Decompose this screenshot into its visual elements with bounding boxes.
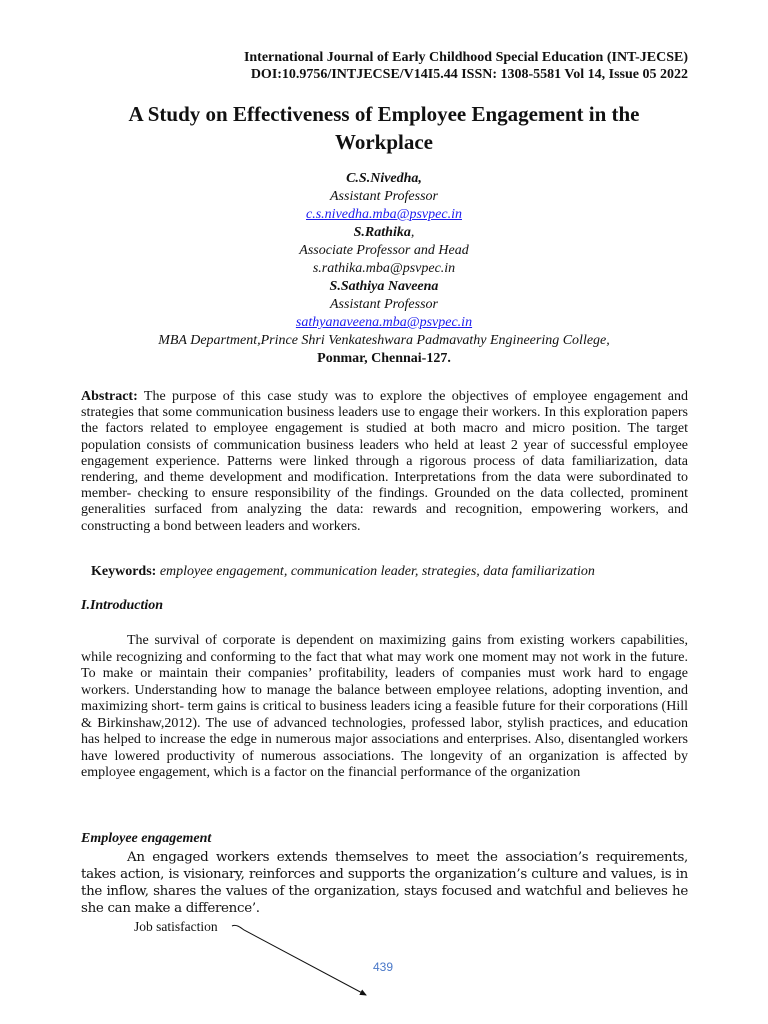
paper-title-line-1: A Study on Effectiveness of Employee Engagement in the	[128, 102, 640, 126]
affiliation: MBA Department,Prince Shri Venkateshwara Padmavathy Engineering College,	[158, 333, 610, 348]
author-1-email-link[interactable]: c.s.nivedha.mba@psvpec.in	[306, 207, 462, 222]
author-1-role: Assistant Professor	[330, 189, 438, 204]
journal-doi-issn: DOI:10.9756/INTJECSE/V14I5.44 ISSN: 1308-5581 Vol 14, Issue 05 2022	[250, 67, 688, 82]
author-2-email: s.rathika.mba@psvpec.in	[312, 261, 456, 276]
abstract-label: Abstract:	[81, 389, 138, 404]
subheading-employee-engagement: Employee engagement	[81, 831, 212, 846]
introduction-paragraph: The survival of corporate is dependent on maximizing gains from existing workers capabilities, while recognizing and conforming to the fact that what may work one moment may not work in the future. To make or maintain their companies’ profitability, leaders of companies must work hard to engage workers. Understanding how to manage the balance between employee relations, adopting invention, and maximizing short- term gains is critical to business leaders icing a feasible future for their corporations (Hill & Birkinshaw,2012). The use of advanced technologies, professed labor, stylish practices, and education has helped to increase the edge in numerous major associations and enterprises. Also, disentangled workers have lowered productivity of numerous associations. The longevity of an organization is affected by employee engagement, which is a factor on the financial performance of the organization	[81, 633, 688, 780]
abstract-text: The purpose of this case study was to explore the objectives of employee engagement and strategies that some communication business leaders use to engage their workers. In this exploration papers the factors related to employee engagement is studied at both macro and micro position. The target population consists of communication business leaders who held at least 2 year of successful employee engagement experience. Patterns were linked through a rigorous process of data familiarization, data rendering, and theme development and modification. Interpretations from the data were subordinated to member- checking to ensure responsibility of the findings. Grounded on the data collected, prominent generalities surfaced from analyzing the data: rewards and recognition, empowering workers, and constructing a bond between leaders and workers.	[81, 389, 688, 534]
author-3-email-link[interactable]: sathyanaveena.mba@psvpec.in	[295, 315, 473, 330]
keywords-text: employee engagement, communication leader, strategies, data familiarization	[156, 564, 595, 579]
affiliation-location: Ponmar, Chennai-127.	[317, 351, 451, 366]
engagement-paragraph: An engaged workers extends themselves to meet the association’s requirements, takes action, is visionary, reinforces and supports the organization’s culture and values, is in the inflow, shares the values of the organization, stays focused and watchful and believes he she can make a difference’.	[81, 850, 688, 916]
keywords-label: Keywords:	[91, 564, 157, 579]
author-2-role: Associate Professor and Head	[299, 243, 469, 258]
author-3-role: Assistant Professor	[330, 297, 438, 312]
author-3-name: S.Sathiya Naveena	[329, 279, 439, 294]
author-2-name-suffix: ,	[410, 225, 415, 240]
diagram-label-job-satisfaction: Job satisfaction	[134, 919, 218, 934]
section-heading-introduction: I.Introduction	[81, 598, 164, 613]
author-2-name: S.Rathika	[353, 225, 411, 240]
author-1-name: C.S.Nivedha,	[346, 171, 422, 186]
page-number: 439	[373, 960, 394, 974]
journal-name: International Journal of Early Childhood Special Education (INT-JECSE)	[243, 50, 688, 65]
paper-title-line-2: Workplace	[335, 130, 433, 154]
